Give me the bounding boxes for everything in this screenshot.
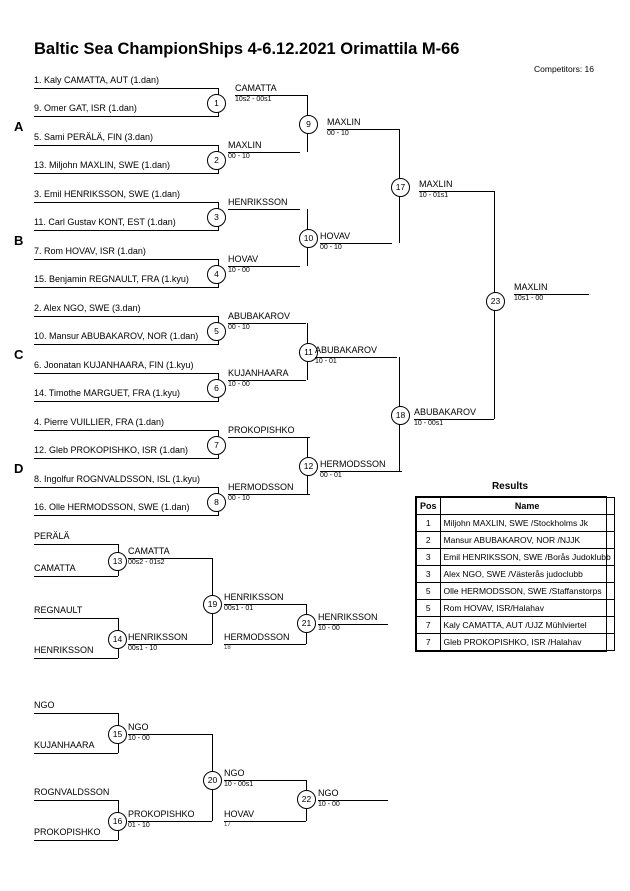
match-number[interactable]: 10 bbox=[299, 229, 318, 248]
column-header-pos: Pos bbox=[417, 498, 441, 515]
match-number[interactable]: 15 bbox=[108, 725, 127, 744]
match-score: 10 - 01 bbox=[315, 358, 337, 365]
match-score: 00 - 10 bbox=[228, 495, 250, 502]
match-score: 10s2 - 00s1 bbox=[235, 96, 272, 103]
result-pos: 3 bbox=[417, 566, 441, 583]
match-number[interactable]: 14 bbox=[108, 630, 127, 649]
match-winner: MAXLIN bbox=[419, 179, 453, 189]
match-number[interactable]: 8 bbox=[207, 493, 226, 512]
match-winner: ABUBAKAROV bbox=[315, 345, 378, 355]
match-number[interactable]: 20 bbox=[203, 771, 222, 790]
group-label-c: C bbox=[14, 347, 24, 362]
list-item: 14. Timothe MARGUET, FRA (1.kyu) bbox=[34, 388, 181, 398]
feed-match-number: 17 bbox=[224, 822, 231, 828]
match-winner: HOVAV bbox=[320, 231, 351, 241]
list-item: 3. Emil HENRIKSSON, SWE (1.dan) bbox=[34, 189, 181, 199]
match-winner: HERMODSSON bbox=[228, 482, 294, 492]
result-pos: 5 bbox=[417, 583, 441, 600]
match-winner: CAMATTA bbox=[235, 83, 277, 93]
match-score: 00s2 - 01s2 bbox=[128, 559, 165, 566]
match-winner: MAXLIN bbox=[327, 117, 361, 127]
list-item: 10. Mansur ABUBAKAROV, NOR (1.dan) bbox=[34, 331, 199, 341]
list-item: 7. Rom HOVAV, ISR (1.dan) bbox=[34, 246, 146, 256]
match-score: 10 - 00 bbox=[228, 381, 250, 388]
list-item: 1. Kaly CAMATTA, AUT (1.dan) bbox=[34, 75, 160, 85]
result-name: Miljohn MAXLIN, SWE /Stockholms Jk bbox=[440, 515, 614, 532]
list-item: 6. Joonatan KUJANHAARA, FIN (1.kyu) bbox=[34, 360, 194, 370]
table-row bbox=[417, 600, 615, 617]
table-header-row bbox=[417, 498, 615, 515]
match-score: 10 - 00 bbox=[228, 267, 250, 274]
result-name: Kaly CAMATTA, AUT /UJZ Mühlviertel bbox=[440, 617, 614, 634]
entrant-rule bbox=[34, 840, 118, 841]
match-score: 00 - 10 bbox=[320, 244, 342, 251]
list-item: 8. Ingolfur ROGNVALDSSON, ISL (1.kyu) bbox=[34, 474, 201, 484]
repechage-entrant: REGNAULT bbox=[34, 605, 83, 615]
match-score: 00s1 - 01 bbox=[224, 605, 254, 612]
table-row bbox=[417, 583, 615, 600]
result-pos: 2 bbox=[417, 532, 441, 549]
match-number[interactable]: 1 bbox=[207, 94, 226, 113]
winner-rule bbox=[224, 821, 306, 822]
repechage-entrant: NGO bbox=[34, 700, 55, 710]
match-score: 00 - 10 bbox=[228, 153, 250, 160]
match-score: 10 - 00s1 bbox=[224, 781, 254, 788]
match-winner: HENRIKSSON bbox=[318, 612, 378, 622]
page-title: Baltic Sea ChampionShips 4-6.12.2021 Orimattila M-66 bbox=[34, 40, 460, 58]
match-number[interactable]: 13 bbox=[108, 552, 127, 571]
results-table bbox=[415, 496, 611, 652]
match-winner: PROKOPISHKO bbox=[228, 425, 295, 435]
match-winner: PROKOPISHKO bbox=[128, 809, 195, 819]
result-name: Gleb PROKOPISHKO, ISR /Halahav bbox=[440, 634, 614, 651]
winner-rule bbox=[228, 437, 310, 438]
list-item: 2. Alex NGO, SWE (3.dan) bbox=[34, 303, 141, 313]
result-name: Olle HERMODSSON, SWE /Staffanstorps bbox=[440, 583, 614, 600]
match-score: 10 - 00 bbox=[318, 801, 340, 808]
match-winner: MAXLIN bbox=[514, 282, 548, 292]
match-number[interactable]: 19 bbox=[203, 595, 222, 614]
column-header-name: Name bbox=[440, 498, 614, 515]
match-number[interactable]: 2 bbox=[207, 151, 226, 170]
repechage-entrant: KUJANHAARA bbox=[34, 740, 95, 750]
repechage-entrant: PERÄLÄ bbox=[34, 531, 70, 541]
entrant-rule bbox=[34, 88, 218, 89]
table-row bbox=[417, 634, 615, 651]
match-number[interactable]: 7 bbox=[207, 436, 226, 455]
match-winner: ABUBAKAROV bbox=[414, 407, 477, 417]
feed-match-number: 18 bbox=[224, 645, 231, 651]
group-label-d: D bbox=[14, 461, 24, 476]
entrant-rule bbox=[34, 373, 218, 374]
entrant-rule bbox=[34, 800, 118, 801]
result-pos: 7 bbox=[417, 634, 441, 651]
result-pos: 3 bbox=[417, 549, 441, 566]
entrant-rule bbox=[34, 753, 118, 754]
entrant-rule bbox=[34, 116, 218, 117]
entrant-rule bbox=[34, 576, 118, 577]
repechage-entrant: ROGNVALDSSON bbox=[34, 787, 110, 797]
entrant-rule bbox=[34, 713, 118, 714]
entrant-rule bbox=[34, 259, 218, 260]
match-winner: ABUBAKAROV bbox=[228, 311, 291, 321]
match-number[interactable]: 18 bbox=[391, 406, 410, 425]
match-score: 10s1 - 00 bbox=[514, 295, 544, 302]
match-winner: HERMODSSON bbox=[320, 459, 386, 469]
list-item: 9. Omer GAT, ISR (1.dan) bbox=[34, 103, 137, 113]
entrant-rule bbox=[34, 173, 218, 174]
group-label-b: B bbox=[14, 233, 24, 248]
match-number[interactable]: 4 bbox=[207, 265, 226, 284]
match-winner: HOVAV bbox=[228, 254, 259, 264]
match-winner: NGO bbox=[128, 722, 149, 732]
match-number[interactable]: 21 bbox=[297, 614, 316, 633]
match-score: 10 - 00s1 bbox=[414, 420, 444, 427]
result-pos: 1 bbox=[417, 515, 441, 532]
repechage-feed: HERMODSSON bbox=[224, 632, 290, 642]
match-winner: NGO bbox=[224, 768, 245, 778]
match-winner: NGO bbox=[318, 788, 339, 798]
match-number[interactable]: 9 bbox=[299, 115, 318, 134]
match-number[interactable]: 22 bbox=[297, 790, 316, 809]
entrant-rule bbox=[34, 515, 218, 516]
competitors-count: Competitors: 16 bbox=[534, 64, 594, 74]
list-item: 5. Sami PERÄLÄ, FIN (3.dan) bbox=[34, 132, 154, 142]
table-row bbox=[417, 566, 615, 583]
match-number[interactable]: 17 bbox=[391, 178, 410, 197]
match-score: 00 - 01 bbox=[320, 472, 342, 479]
result-name: Mansur ABUBAKAROV, NOR /NJJK bbox=[440, 532, 614, 549]
match-score: 00s1 - 10 bbox=[128, 645, 158, 652]
entrant-rule bbox=[34, 618, 118, 619]
group-label-a: A bbox=[14, 119, 24, 134]
entrant-rule bbox=[34, 487, 218, 488]
results-title: Results bbox=[491, 481, 529, 492]
winner-rule bbox=[224, 644, 306, 645]
match-number[interactable]: 6 bbox=[207, 379, 226, 398]
entrant-rule bbox=[34, 344, 218, 345]
result-pos: 7 bbox=[417, 617, 441, 634]
result-name: Alex NGO, SWE /Västerås judoclubb bbox=[440, 566, 614, 583]
match-winner: HENRIKSSON bbox=[224, 592, 284, 602]
match-number[interactable]: 23 bbox=[486, 292, 505, 311]
list-item: 15. Benjamin REGNAULT, FRA (1.kyu) bbox=[34, 274, 189, 284]
match-score: 10 - 00 bbox=[318, 625, 340, 632]
entrant-rule bbox=[34, 316, 218, 317]
list-item: 12. Gleb PROKOPISHKO, ISR (1.dan) bbox=[34, 445, 189, 455]
match-score: 10 - 01s1 bbox=[419, 192, 449, 199]
match-winner: CAMATTA bbox=[128, 546, 170, 556]
result-name: Rom HOVAV, ISR/Halahav bbox=[440, 600, 614, 617]
list-item: 4. Pierre VUILLIER, FRA (1.dan) bbox=[34, 417, 165, 427]
winner-rule bbox=[228, 209, 300, 210]
match-number[interactable]: 16 bbox=[108, 812, 127, 831]
repechage-entrant: PROKOPISHKO bbox=[34, 827, 101, 837]
match-score: 00 - 10 bbox=[327, 130, 349, 137]
repechage-entrant: HENRIKSSON bbox=[34, 645, 94, 655]
list-item: 16. Olle HERMODSSON, SWE (1.dan) bbox=[34, 502, 190, 512]
match-winner: HENRIKSSON bbox=[128, 632, 188, 642]
entrant-rule bbox=[34, 230, 218, 231]
table-row bbox=[417, 549, 615, 566]
list-item: 11. Carl Gustav KONT, EST (1.dan) bbox=[34, 217, 176, 227]
result-name: Emil HENRIKSSON, SWE /Borås Judoklubb bbox=[440, 549, 614, 566]
table-row bbox=[417, 617, 615, 634]
list-item: 13. Miljohn MAXLIN, SWE (1.dan) bbox=[34, 160, 171, 170]
entrant-rule bbox=[34, 458, 218, 459]
match-number[interactable]: 11 bbox=[299, 343, 318, 362]
result-pos: 5 bbox=[417, 600, 441, 617]
match-winner: KUJANHAARA bbox=[228, 368, 289, 378]
match-score: 01 - 10 bbox=[128, 822, 150, 829]
entrant-rule bbox=[34, 658, 118, 659]
table-row bbox=[417, 515, 615, 532]
match-number[interactable]: 3 bbox=[207, 208, 226, 227]
entrant-rule bbox=[34, 145, 218, 146]
match-number[interactable]: 5 bbox=[207, 322, 226, 341]
match-winner: HENRIKSSON bbox=[228, 197, 288, 207]
entrant-rule bbox=[34, 544, 118, 545]
table-row bbox=[417, 532, 615, 549]
repechage-entrant: CAMATTA bbox=[34, 563, 76, 573]
entrant-rule bbox=[34, 202, 218, 203]
match-winner: MAXLIN bbox=[228, 140, 262, 150]
entrant-rule bbox=[34, 401, 218, 402]
match-score: 10 - 00 bbox=[128, 735, 150, 742]
entrant-rule bbox=[34, 287, 218, 288]
match-score: 00 - 10 bbox=[228, 324, 250, 331]
entrant-rule bbox=[34, 430, 218, 431]
match-number[interactable]: 12 bbox=[299, 457, 318, 476]
repechage-feed: HOVAV bbox=[224, 809, 255, 819]
